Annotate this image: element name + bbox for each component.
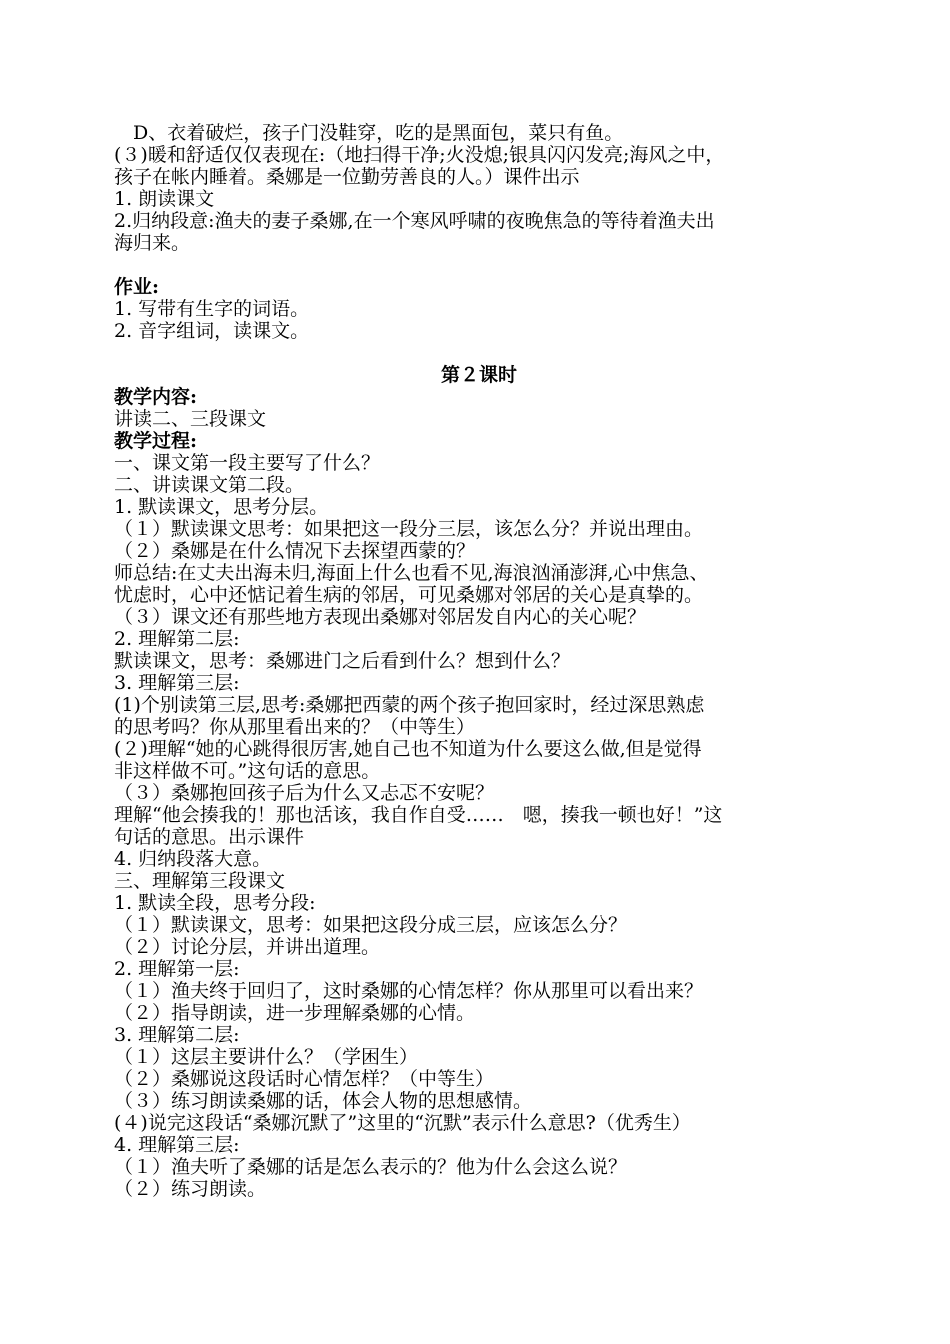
text-line: （３）桑娜抱回孩子后为什么又忐忑不安呢？: [114, 782, 495, 804]
text-line: （１）这层主要讲什么？（学困生）: [114, 1046, 419, 1068]
text-line: 师总结:在丈夫出海未归,海面上什么也看不见,海浪汹涌澎湃,心中焦急、: [114, 562, 709, 584]
text-line: （１）默读课文思考：如果把这一段分三层，该怎么分？并说出理由。: [114, 518, 704, 540]
text-line: 1. 默读全段，思考分段:: [114, 892, 316, 914]
text-line: 句话的意思。出示课件: [114, 826, 305, 848]
blank-line: [114, 254, 844, 276]
text-line: 4. 理解第三层:: [114, 1134, 240, 1156]
text-line: 忧虑时，心中还惦记着生病的邻居，可见桑娜对邻居的关心是真挚的。: [114, 584, 704, 606]
text-line: 理解“他会揍我的！那也活该，我自作自受…… 嗯，揍我一顿也好！”这: [114, 804, 723, 826]
text-line: (３)暖和舒适仅仅表现在:（地扫得干净;火没熄;银具闪闪发亮;海风之中，: [114, 144, 725, 166]
text-line: 海归来。: [114, 232, 191, 254]
section-heading-process: 教学过程:: [114, 430, 198, 452]
text-line: 1. 写带有生字的词语。: [114, 298, 310, 320]
text-line: 孩子在帐内睡着。桑娜是一位勤劳善良的人。）课件出示: [114, 166, 580, 188]
text-line: （３）课文还有那些地方表现出桑娜对邻居发自内心的关心呢？: [114, 606, 647, 628]
text-line: （２）讨论分层，并讲出道理。: [114, 936, 381, 958]
text-line: 2.归纳段意:渔夫的妻子桑娜,在一个寒风呼啸的夜晚焦急的等待着渔夫出: [114, 210, 715, 232]
text-line: 1. 朗读课文: [114, 188, 215, 210]
lesson-title: 第２课时: [440, 364, 517, 386]
text-line: 三、理解第三段课文: [114, 870, 286, 892]
text-line: （２）练习朗读。: [114, 1178, 267, 1200]
text-line: 默读课文，思考：桑娜进门之后看到什么？想到什么？: [114, 650, 571, 672]
text-line: 1. 默读课文，思考分层。: [114, 496, 329, 518]
text-line: 3. 理解第二层:: [114, 1024, 240, 1046]
text-line: （２）桑娜是在什么情况下去探望西蒙的？: [114, 540, 476, 562]
text-line: 二、讲读课文第二段。: [114, 474, 305, 496]
text-line: （２）指导朗读，进一步理解桑娜的心情。: [114, 1002, 476, 1024]
text-line: 2. 音字组词，读课文。: [114, 320, 310, 342]
text-line: (２)理解“她的心跳得很厉害,她自己也不知道为什么要这么做,但是觉得: [114, 738, 702, 760]
blank-line: [114, 342, 844, 364]
text-line: (４)说完这段话“桑娜沉默了”这里的“沉默”表示什么意思?（优秀生）: [114, 1112, 691, 1134]
text-line: （１）默读课文，思考：如果把这段分成三层，应该怎么分？: [114, 914, 628, 936]
text-line: （１）渔夫终于回归了，这时桑娜的心情怎样？你从那里可以看出来？: [114, 980, 704, 1002]
text-line: 的思考吗？你从那里看出来的？（中等生）: [114, 716, 476, 738]
text-line: (1)个别读第三层,思考:桑娜把西蒙的两个孩子抱回家时，经过深思熟虑: [114, 694, 705, 716]
text-line: D、衣着破烂，孩子门没鞋穿，吃的是黑面包，菜只有鱼。: [114, 122, 624, 144]
text-line: 2. 理解第一层:: [114, 958, 240, 980]
section-heading-homework: 作业:: [114, 276, 160, 298]
text-line: 3. 理解第三层:: [114, 672, 240, 694]
text-line: 非这样做不可。”这句话的意思。: [114, 760, 381, 782]
text-line: 2. 理解第二层:: [114, 628, 240, 650]
section-heading-content: 教学内容:: [114, 386, 198, 408]
text-line: 讲读二、三段课文: [114, 408, 267, 430]
text-line: 一、课文第一段主要写了什么？: [114, 452, 381, 474]
text-line: （２）桑娜说这段话时心情怎样？（中等生）: [114, 1068, 495, 1090]
text-line: （１）渔夫听了桑娜的话是怎么表示的？他为什么会这么说？: [114, 1156, 628, 1178]
text-line: 4. 归纳段落大意。: [114, 848, 272, 870]
document-page: [114, 122, 844, 1200]
text-line: （３）练习朗读桑娜的话，体会人物的思想感情。: [114, 1090, 533, 1112]
